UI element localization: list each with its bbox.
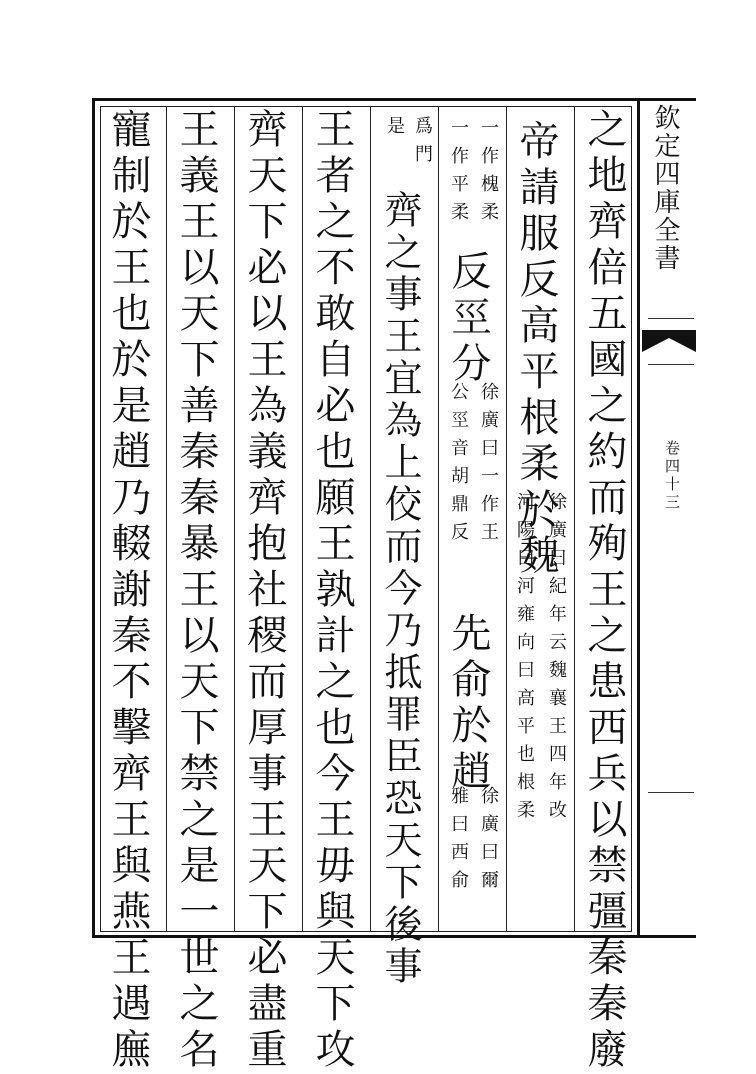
- text-column-1: 之地齊倍五國之約而殉王之患西兵以禁彊秦秦廢: [581, 108, 627, 1074]
- column-rule: [574, 107, 575, 931]
- note-column-3-bottom-right: 徐廣曰爾: [478, 786, 499, 898]
- column-rule: [438, 107, 439, 931]
- note-column-3-bottom-left: 雅曰西俞: [448, 786, 469, 898]
- note-column-3-top-right: 一作槐柔: [478, 118, 499, 230]
- note-column-4-top-left: 是: [384, 116, 405, 144]
- text-column-2: 帝請服反高平根柔於魏: [513, 120, 559, 580]
- margin-juan: 卷四十三: [663, 440, 681, 512]
- note-column-2-left: 河陽曰河雍向曰高平也根柔: [514, 492, 535, 828]
- margin-line: [648, 364, 694, 365]
- margin-line: [648, 318, 694, 319]
- note-column-4-top-right: 爲門: [412, 116, 433, 172]
- column-rule: [506, 107, 507, 931]
- note-column-3-top-left: 一作平柔: [448, 118, 469, 230]
- margin-title: 欽定四庫全書: [650, 104, 680, 272]
- column-rule: [166, 107, 167, 931]
- text-column-7: 王義王以天下善秦秦暴王以天下禁之是一世之名: [173, 108, 219, 1074]
- column-rule: [234, 107, 235, 931]
- text-column-6: 齊天下必以王為義齊抱社稷而厚事王天下必盡重: [241, 108, 287, 1074]
- text-column-4: 齊之事王宜為上佼而今乃抵罪臣恐天下後事: [378, 190, 422, 988]
- text-column-3-bottom: 先俞於趙: [445, 612, 491, 796]
- column-rule: [302, 107, 303, 931]
- margin-line: [648, 792, 694, 793]
- note-column-3-mid-left: 公巠音胡鼎反: [448, 382, 469, 550]
- text-column-5: 王者之不敢自必也願王孰計之也今王毋與天下攻: [309, 108, 355, 1074]
- fishtail-mark: [642, 330, 696, 358]
- text-column-3-mid: 反巠分: [445, 250, 491, 388]
- note-column-3-mid-right: 徐廣曰一作王: [478, 382, 499, 550]
- note-column-2-right: 徐廣曰紀年云魏襄王四年改: [546, 492, 567, 828]
- column-rule: [370, 107, 371, 931]
- text-column-8: 寵制於王也於是趙乃輟謝秦不擊齊王與燕王遇廡: [105, 108, 151, 1074]
